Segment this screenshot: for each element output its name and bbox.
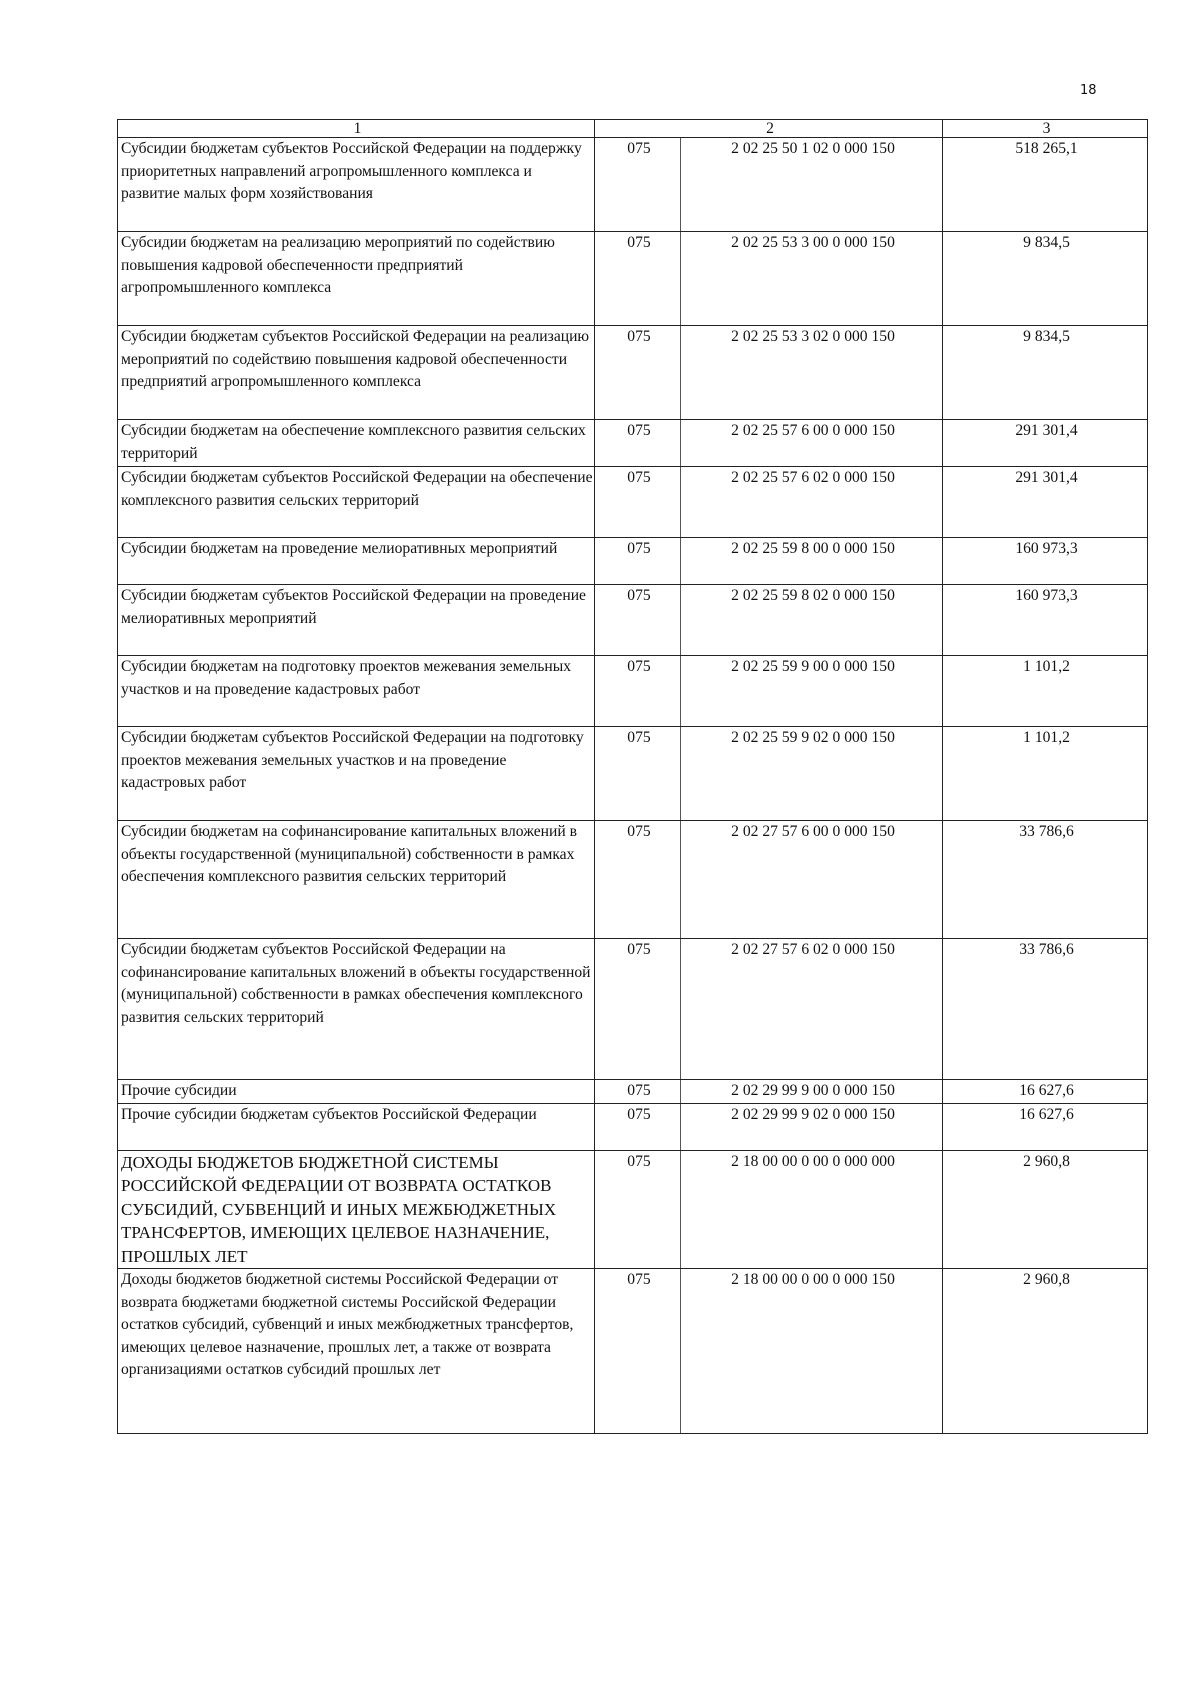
row-admin-code: 075 [595, 232, 681, 326]
row-amount: 16 627,6 [943, 1103, 1148, 1150]
row-budget-code: 2 02 25 53 3 02 0 000 150 [681, 326, 943, 420]
row-admin-code: 075 [595, 420, 681, 467]
row-amount: 2 960,8 [943, 1269, 1148, 1434]
row-amount: 1 101,2 [943, 727, 1148, 821]
table-row [118, 232, 1148, 326]
table-row [118, 1103, 1148, 1150]
row-budget-code: 2 02 25 59 8 00 0 000 150 [681, 538, 943, 585]
table-row [118, 138, 1148, 232]
row-admin-code: 075 [595, 1103, 681, 1150]
row-name: Субсидии бюджетам субъектов Российской Федерации на подготовку проектов межевания земельных участков и на проведение кадастровых работ [118, 727, 595, 821]
table-row [118, 1269, 1148, 1434]
row-name: Субсидии бюджетам субъектов Российской Федерации на поддержку приоритетных направлений агропромышленного комплекса и развитие малых форм хозяйствования [118, 138, 595, 232]
row-budget-code: 2 02 25 59 9 00 0 000 150 [681, 656, 943, 727]
row-name: Субсидии бюджетам субъектов Российской Федерации на реализацию мероприятий по содействию повышения кадровой обеспеченности предприятий агропромышленного комплекса [118, 326, 595, 420]
row-name: Прочие субсидии [118, 1080, 595, 1104]
row-budget-code: 2 02 27 57 6 00 0 000 150 [681, 821, 943, 939]
row-name: Субсидии бюджетам субъектов Российской Федерации на софинансирование капитальных вложений в объекты государственной (муниципальной) собственности в рамках обеспечения комплексного развития сельских территорий [118, 939, 595, 1080]
table-row [118, 821, 1148, 939]
row-amount: 291 301,4 [943, 467, 1148, 538]
row-admin-code: 075 [595, 821, 681, 939]
row-admin-code: 075 [595, 467, 681, 538]
row-budget-code: 2 02 25 53 3 00 0 000 150 [681, 232, 943, 326]
row-budget-code: 2 02 25 57 6 00 0 000 150 [681, 420, 943, 467]
row-budget-code: 2 18 00 00 0 00 0 000 000 [681, 1150, 943, 1269]
row-budget-code: 2 02 29 99 9 02 0 000 150 [681, 1103, 943, 1150]
row-budget-code: 2 18 00 00 0 00 0 000 150 [681, 1269, 943, 1434]
table-row [118, 1150, 1148, 1269]
row-admin-code: 075 [595, 538, 681, 585]
row-name: Субсидии бюджетам на подготовку проектов межевания земельных участков и на проведение кадастровых работ [118, 656, 595, 727]
row-name: Субсидии бюджетам субъектов Российской Федерации на обеспечение комплексного развития сельских территорий [118, 467, 595, 538]
row-admin-code: 075 [595, 585, 681, 656]
row-name: Субсидии бюджетам на обеспечение комплексного развития сельских территорий [118, 420, 595, 467]
row-name: Субсидии бюджетам на реализацию мероприятий по содействию повышения кадровой обеспеченности предприятий агропромышленного комплекса [118, 232, 595, 326]
table-row [118, 420, 1148, 467]
budget-revenue-table [117, 119, 1148, 1434]
row-name: Доходы бюджетов бюджетной системы Российской Федерации от возврата бюджетами бюджетной системы Российской Федерации остатков субсидий, субвенций и иных межбюджетных трансфертов, имеющих целевое назначение, прошлых лет, а также от возврата организациями остатков субсидий прошлых лет [118, 1269, 595, 1434]
row-budget-code: 2 02 25 59 8 02 0 000 150 [681, 585, 943, 656]
row-amount: 33 786,6 [943, 821, 1148, 939]
page-number: 18 [1080, 83, 1097, 98]
row-amount: 291 301,4 [943, 420, 1148, 467]
row-budget-code: 2 02 27 57 6 02 0 000 150 [681, 939, 943, 1080]
row-amount: 1 101,2 [943, 656, 1148, 727]
row-name: Прочие субсидии бюджетам субъектов Российской Федерации [118, 1103, 595, 1150]
row-admin-code: 075 [595, 656, 681, 727]
table-row [118, 1080, 1148, 1104]
row-budget-code: 2 02 29 99 9 00 0 000 150 [681, 1080, 943, 1104]
table-row [118, 939, 1148, 1080]
table-row [118, 326, 1148, 420]
header-col-3: 3 [943, 120, 1148, 138]
row-amount: 9 834,5 [943, 232, 1148, 326]
row-admin-code: 075 [595, 138, 681, 232]
row-admin-code: 075 [595, 326, 681, 420]
row-budget-code: 2 02 25 50 1 02 0 000 150 [681, 138, 943, 232]
row-admin-code: 075 [595, 1269, 681, 1434]
row-name: Субсидии бюджетам субъектов Российской Федерации на проведение мелиоративных мероприятий [118, 585, 595, 656]
table-row [118, 727, 1148, 821]
row-name: Субсидии бюджетам на проведение мелиоративных мероприятий [118, 538, 595, 585]
row-admin-code: 075 [595, 727, 681, 821]
row-name: Субсидии бюджетам на софинансирование капитальных вложений в объекты государственной (муниципальной) собственности в рамках обеспечения комплексного развития сельских территорий [118, 821, 595, 939]
row-budget-code: 2 02 25 59 9 02 0 000 150 [681, 727, 943, 821]
table-row [118, 585, 1148, 656]
row-amount: 518 265,1 [943, 138, 1148, 232]
row-amount: 33 786,6 [943, 939, 1148, 1080]
row-admin-code: 075 [595, 939, 681, 1080]
table-row [118, 538, 1148, 585]
row-amount: 160 973,3 [943, 585, 1148, 656]
row-amount: 9 834,5 [943, 326, 1148, 420]
row-amount: 16 627,6 [943, 1080, 1148, 1104]
row-name: ДОХОДЫ БЮДЖЕТОВ БЮДЖЕТНОЙ СИСТЕМЫ РОССИЙСКОЙ ФЕДЕРАЦИИ ОТ ВОЗВРАТА ОСТАТКОВ СУБСИДИЙ, СУБВЕНЦИЙ И ИНЫХ МЕЖБЮДЖЕТНЫХ ТРАНСФЕРТОВ, ИМЕЮЩИХ ЦЕЛЕВОЕ НАЗНАЧЕНИЕ, ПРОШЛЫХ ЛЕТ [118, 1150, 595, 1269]
header-col-1: 1 [118, 120, 595, 138]
header-col-2: 2 [595, 120, 943, 138]
row-admin-code: 075 [595, 1150, 681, 1269]
table-row [118, 656, 1148, 727]
row-amount: 2 960,8 [943, 1150, 1148, 1269]
row-amount: 160 973,3 [943, 538, 1148, 585]
table-header-row [118, 120, 1148, 138]
row-admin-code: 075 [595, 1080, 681, 1104]
table-row [118, 467, 1148, 538]
row-budget-code: 2 02 25 57 6 02 0 000 150 [681, 467, 943, 538]
